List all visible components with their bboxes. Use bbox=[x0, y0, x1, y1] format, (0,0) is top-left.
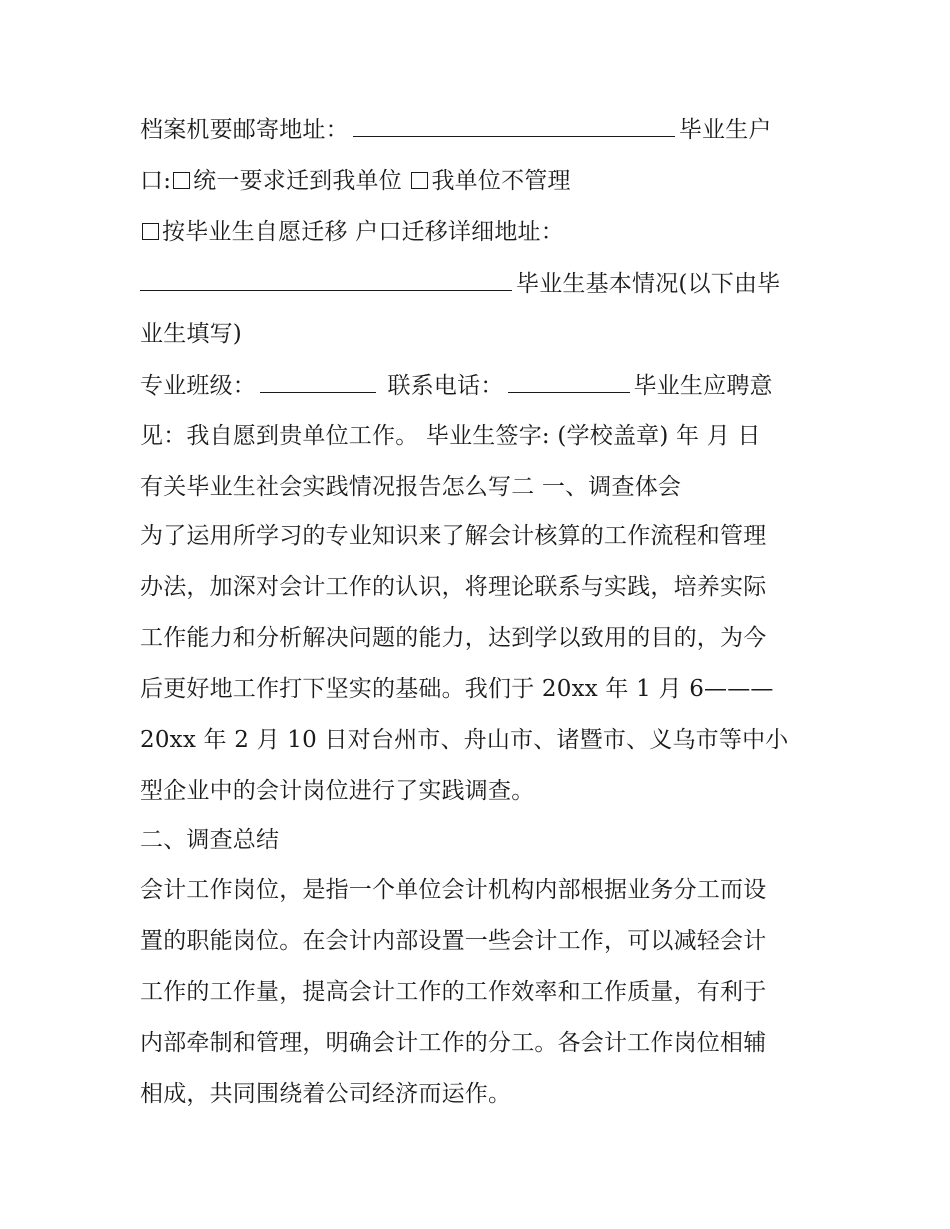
archive-address-label: 档案机要邮寄地址： bbox=[140, 117, 349, 143]
paragraph-line: 型企业中的会计岗位进行了实践调查。 bbox=[140, 778, 535, 804]
opinion-part2: 见：我自愿到贵单位工作。 毕业生签字: (学校盖章) 年 月 日 bbox=[140, 423, 761, 449]
hukou-label-part2: 口: bbox=[140, 168, 172, 194]
archive-address-blank bbox=[353, 114, 675, 137]
hukou-label-part1: 毕业生户 bbox=[678, 117, 772, 143]
hukou-address-line bbox=[140, 268, 820, 299]
archive-address-line bbox=[140, 114, 820, 145]
phone-label: 联系电话： bbox=[387, 373, 504, 399]
paragraph-line: 为了运用所学习的专业知识来了解会计核算的工作流程和管理 bbox=[140, 523, 767, 549]
option-voluntary: 按毕业生自愿迁移 bbox=[162, 219, 348, 245]
paragraph-line: 工作能力和分析解决问题的能力，达到学以致用的目的，为今 bbox=[140, 625, 767, 651]
report-heading: 有关毕业生社会实践情况报告怎么写二 一、调查体会 bbox=[140, 474, 682, 500]
opinion-line bbox=[140, 421, 820, 451]
major-phone-line bbox=[140, 370, 820, 401]
major-class-blank bbox=[260, 370, 376, 393]
checkbox-not-managed-icon bbox=[411, 172, 428, 189]
hukou-address-label: 户口迁移详细地址： bbox=[355, 219, 564, 245]
paragraph-line: 办法，加深对会计工作的认识，将理论联系与实践，培养实际 bbox=[140, 574, 767, 600]
checkbox-unified-icon bbox=[173, 172, 190, 189]
paragraph-line: 工作的工作量，提高会计工作的工作效率和工作质量，有利于 bbox=[140, 979, 767, 1005]
checkbox-voluntary-icon bbox=[142, 223, 159, 240]
voluntary-option-line bbox=[140, 217, 820, 247]
major-class-label: 专业班级： bbox=[140, 373, 256, 399]
phone-blank bbox=[508, 370, 630, 393]
opinion-part1: 毕业生应聘意 bbox=[633, 373, 773, 399]
hukou-options-line bbox=[140, 166, 820, 196]
paragraph-line: 相成，共同围绕着公司经济而运作。 bbox=[140, 1081, 512, 1107]
option-not-managed: 我单位不管理 bbox=[431, 168, 571, 194]
summary-heading: 二、调查总结 bbox=[140, 827, 280, 853]
basic-info-line bbox=[140, 319, 820, 349]
basic-info-part1: 毕业生基本情况(以下由毕 bbox=[516, 271, 781, 297]
paragraph-line: 后更好地工作打下坚实的基础。我们于 20xx 年 1 月 6——— bbox=[140, 676, 774, 702]
paragraph-line: 置的职能岗位。在会计内部设置一些会计工作，可以减轻会计 bbox=[140, 928, 767, 954]
option-unified: 统一要求迁到我单位 bbox=[193, 168, 402, 194]
paragraph-line: 20xx 年 2 月 10 日对台州市、舟山市、诸暨市、义乌市等中小 bbox=[140, 727, 789, 753]
paragraph-line: 会计工作岗位，是指一个单位会计机构内部根据业务分工而设 bbox=[140, 877, 767, 903]
hukou-address-blank bbox=[140, 268, 512, 291]
basic-info-part2: 业生填写) bbox=[140, 321, 242, 347]
paragraph-line: 内部牵制和管理，明确会计工作的分工。各会计工作岗位相辅 bbox=[140, 1030, 767, 1056]
